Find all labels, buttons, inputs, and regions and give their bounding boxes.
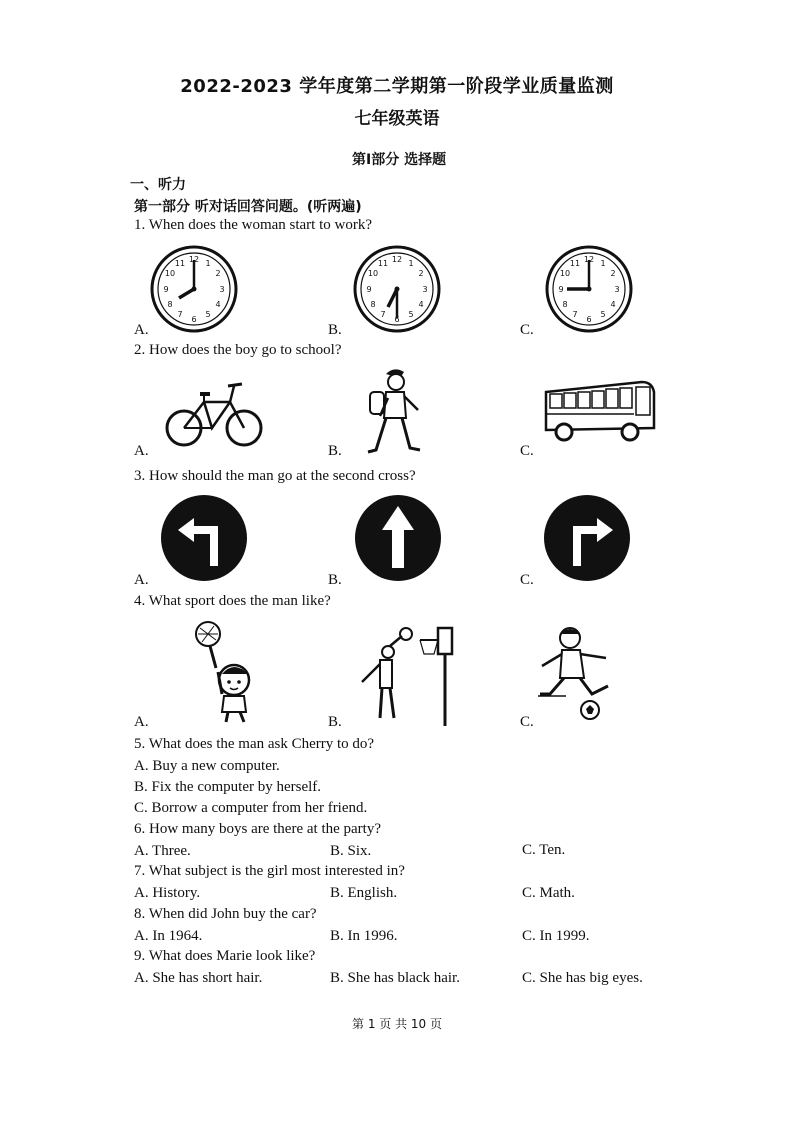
svg-text:4: 4 <box>215 300 221 309</box>
turn-left-icon[interactable] <box>160 494 248 582</box>
svg-text:4: 4 <box>418 300 424 309</box>
svg-text:10: 10 <box>367 269 379 278</box>
bicycle-icon[interactable] <box>164 378 264 448</box>
option-5a[interactable]: A. Buy a new computer. <box>134 758 280 774</box>
option-4c[interactable]: C. <box>520 714 534 730</box>
svg-text:6: 6 <box>191 315 197 324</box>
svg-text:9: 9 <box>366 285 372 294</box>
question-5: 5. What does the man ask Cherry to do? <box>134 736 375 752</box>
svg-text:9: 9 <box>163 285 169 294</box>
option-1b[interactable]: B. <box>328 322 342 338</box>
svg-text:10: 10 <box>559 269 571 278</box>
clock-9-icon[interactable] <box>545 245 633 333</box>
option-4b[interactable]: B. <box>328 714 342 730</box>
svg-text:9: 9 <box>558 285 564 294</box>
bus-icon[interactable] <box>542 378 658 444</box>
option-3c[interactable]: C. <box>520 572 534 588</box>
question-7: 7. What subject is the girl most interested in? <box>134 863 405 879</box>
option-1c[interactable]: C. <box>520 322 534 338</box>
svg-text:11: 11 <box>569 259 581 268</box>
svg-text:4: 4 <box>610 300 616 309</box>
svg-text:6: 6 <box>394 315 400 324</box>
option-2c[interactable]: C. <box>520 443 534 459</box>
question-3: 3. How should the man go at the second cross? <box>134 468 416 484</box>
option-2b[interactable]: B. <box>328 443 342 459</box>
svg-text:12: 12 <box>188 255 200 264</box>
option-6c[interactable]: C. Ten. <box>522 842 566 858</box>
go-straight-icon[interactable] <box>354 494 442 582</box>
exam-subtitle: 七年级英语 <box>354 109 440 129</box>
svg-text:7: 7 <box>177 310 183 319</box>
option-7b[interactable]: B. English. <box>330 885 398 901</box>
question-1: 1. When does the woman start to work? <box>134 217 373 233</box>
svg-text:5: 5 <box>408 310 414 319</box>
question-2: 2. How does the boy go to school? <box>134 342 342 358</box>
option-9a[interactable]: A. She has short hair. <box>134 970 263 986</box>
question-9: 9. What does Marie look like? <box>134 948 316 964</box>
option-3a[interactable]: A. <box>134 572 149 588</box>
option-7a[interactable]: A. History. <box>134 885 201 901</box>
turn-right-icon[interactable] <box>543 494 631 582</box>
svg-text:11: 11 <box>174 259 186 268</box>
svg-text:5: 5 <box>205 310 211 319</box>
svg-text:7: 7 <box>380 310 386 319</box>
option-6a[interactable]: A. Three. <box>134 843 191 859</box>
svg-text:1: 1 <box>408 259 414 268</box>
svg-text:2: 2 <box>610 269 616 278</box>
option-1a[interactable]: A. <box>134 322 149 338</box>
option-8c[interactable]: C. In 1999. <box>522 928 590 944</box>
question-8: 8. When did John buy the car? <box>134 906 317 922</box>
svg-text:8: 8 <box>167 300 173 309</box>
svg-text:5: 5 <box>600 310 606 319</box>
option-8b[interactable]: B. In 1996. <box>330 928 398 944</box>
svg-text:10: 10 <box>164 269 176 278</box>
exam-title: 2022-2023 学年度第二学期第一阶段学业质量监测 <box>180 76 614 97</box>
option-9b[interactable]: B. She has black hair. <box>330 970 460 986</box>
option-7c[interactable]: C. Math. <box>522 885 575 901</box>
option-9c[interactable]: C. She has big eyes. <box>522 970 643 986</box>
option-5c[interactable]: C. Borrow a computer from her friend. <box>134 800 368 816</box>
svg-text:12: 12 <box>391 255 403 264</box>
option-5b[interactable]: B. Fix the computer by herself. <box>134 779 322 795</box>
option-8a[interactable]: A. In 1964. <box>134 928 203 944</box>
option-4a[interactable]: A. <box>134 714 149 730</box>
svg-text:6: 6 <box>586 315 592 324</box>
option-3b[interactable]: B. <box>328 572 342 588</box>
svg-text:2: 2 <box>215 269 221 278</box>
section-heading: 一、听力 <box>130 177 186 193</box>
question-4: 4. What sport does the man like? <box>134 593 331 609</box>
walking-boy-icon[interactable] <box>360 366 430 460</box>
svg-text:2: 2 <box>418 269 424 278</box>
svg-text:8: 8 <box>370 300 376 309</box>
svg-text:12: 12 <box>583 255 595 264</box>
svg-text:1: 1 <box>600 259 606 268</box>
svg-text:8: 8 <box>562 300 568 309</box>
svg-text:7: 7 <box>572 310 578 319</box>
question-6: 6. How many boys are there at the party? <box>134 821 381 837</box>
page-number: 第 1 页 共 10 页 <box>352 1017 442 1031</box>
option-6b[interactable]: B. Six. <box>330 843 372 859</box>
part-heading: 第Ⅰ部分 选择题 <box>352 152 447 168</box>
basketball-icon[interactable] <box>354 626 458 726</box>
svg-text:1: 1 <box>205 259 211 268</box>
svg-text:11: 11 <box>377 259 389 268</box>
tennis-icon[interactable] <box>184 620 260 726</box>
clock-630-icon[interactable] <box>353 245 441 333</box>
soccer-icon[interactable] <box>536 624 620 722</box>
svg-text:3: 3 <box>422 285 428 294</box>
section-subheading: 第一部分 听对话回答问题。(听两遍) <box>134 199 362 215</box>
svg-text:3: 3 <box>219 285 225 294</box>
clock-8-icon[interactable] <box>150 245 238 333</box>
option-2a[interactable]: A. <box>134 443 149 459</box>
svg-text:3: 3 <box>614 285 620 294</box>
